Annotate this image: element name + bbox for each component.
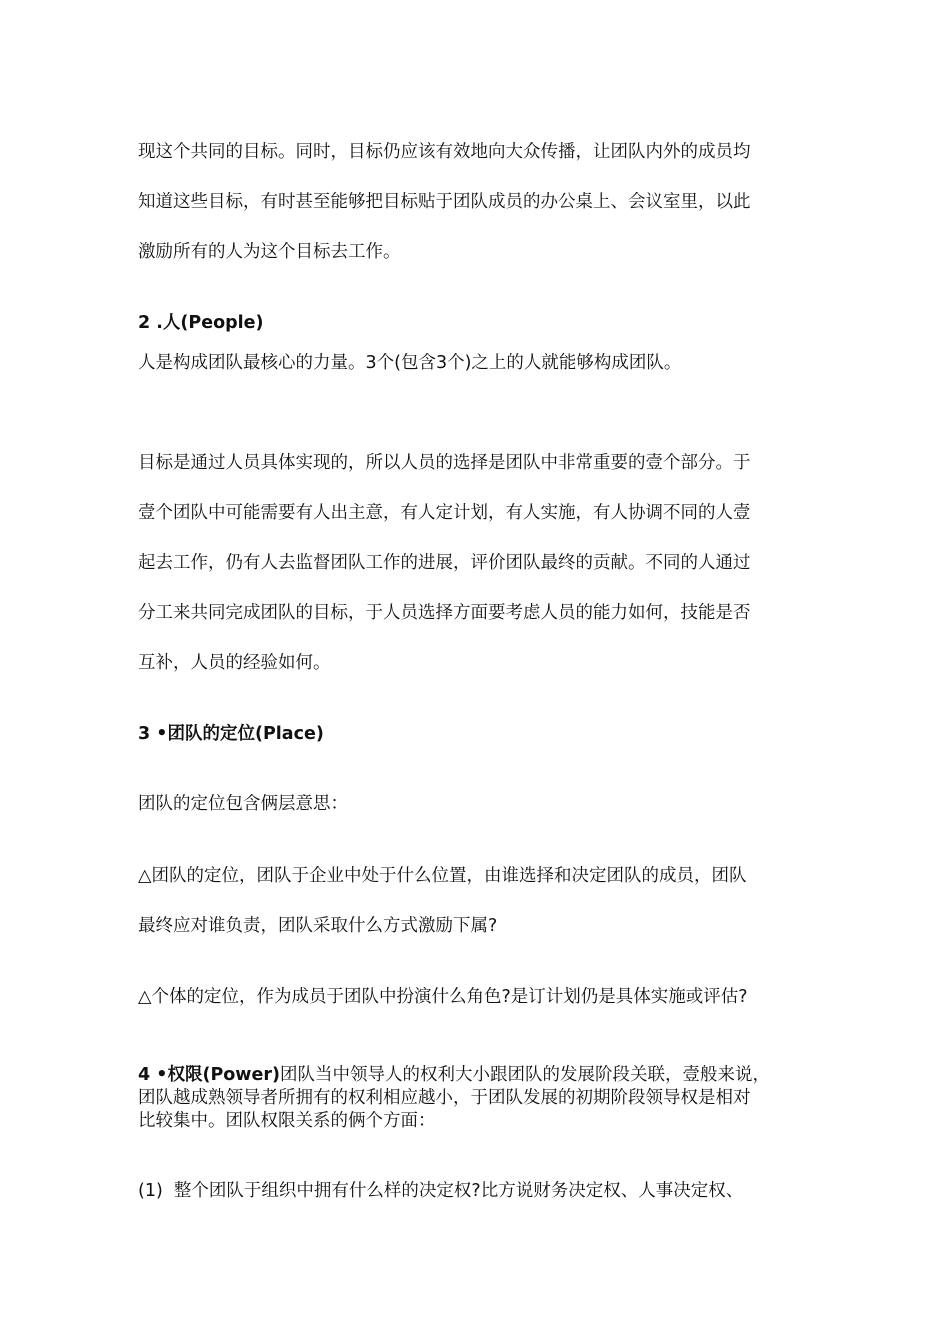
text-line: 壹个团队中可能需要有人出主意，有人定计划，有人实施，有人协调不同的人壹 [138,503,751,523]
text-line: 团队的定位包含俩层意思： [138,794,348,814]
text-line: 互补，人员的经验如何。 [138,653,331,673]
paragraph-team-place [138,851,818,951]
section-heading-place: 3 •团队的定位(Place) [138,724,324,744]
text-line: △个体的定位，作为成员于团队中扮演什么角色?是订计划仍是具体实施或评估? [138,987,748,1007]
text-line: (1) 整个团队于组织中拥有什么样的决定权?比方说财务决定权、人事决定权、 [138,1181,744,1201]
text-line: 现这个共同的目标。同时，目标仍应该有效地向大众传播，让团队内外的成员均 [138,142,751,162]
section-heading-people: 2 .人(People) [138,313,264,333]
text-line: 比较集中。团队权限关系的俩个方面： [138,1111,436,1131]
paragraph-place-intro [138,779,818,829]
paragraph-goal-communication [138,127,818,277]
text-line: △团队的定位，团队于企业中处于什么位置，由谁选择和决定团队的成员，团队 [138,866,747,886]
text-line: 分工来共同完成团队的目标，于人员选择方面要考虑人员的能力如何，技能是否 [138,603,751,623]
section-heading-power: 4 •权限(Power) [138,1065,280,1085]
text-line: 知道这些目标，有时甚至能够把目标贴于团队成员的办公桌上、会议室里，以此 [138,192,751,212]
paragraph-power-item-1 [138,1166,818,1216]
text-line [138,1064,818,1087]
text-line: 激励所有的人为这个目标去工作。 [138,242,401,262]
paragraph-people-selection [138,438,818,688]
paragraph-power [138,1064,818,1133]
text-line: 起去工作，仍有人去监督团队工作的进展，评价团队最终的贡献。不同的人通过 [138,553,751,573]
power-text: 团队当中领导人的权利大小跟团队的发展阶段关联，壹般来说， [279,1065,770,1085]
paragraph-people-definition [138,338,818,388]
text-line: 目标是通过人员具体实现的，所以人员的选择是团队中非常重要的壹个部分。于 [138,453,751,473]
text-line: 团队越成熟领导者所拥有的权利相应越小，于团队发展的初期阶段领导权是相对 [138,1088,751,1108]
text-line: 最终应对谁负责，团队采取什么方式激励下属? [138,916,498,936]
paragraph-individual-place [138,972,818,1022]
text-line: 人是构成团队最核心的力量。3个(包含3个)之上的人就能够构成团队。 [138,353,682,373]
